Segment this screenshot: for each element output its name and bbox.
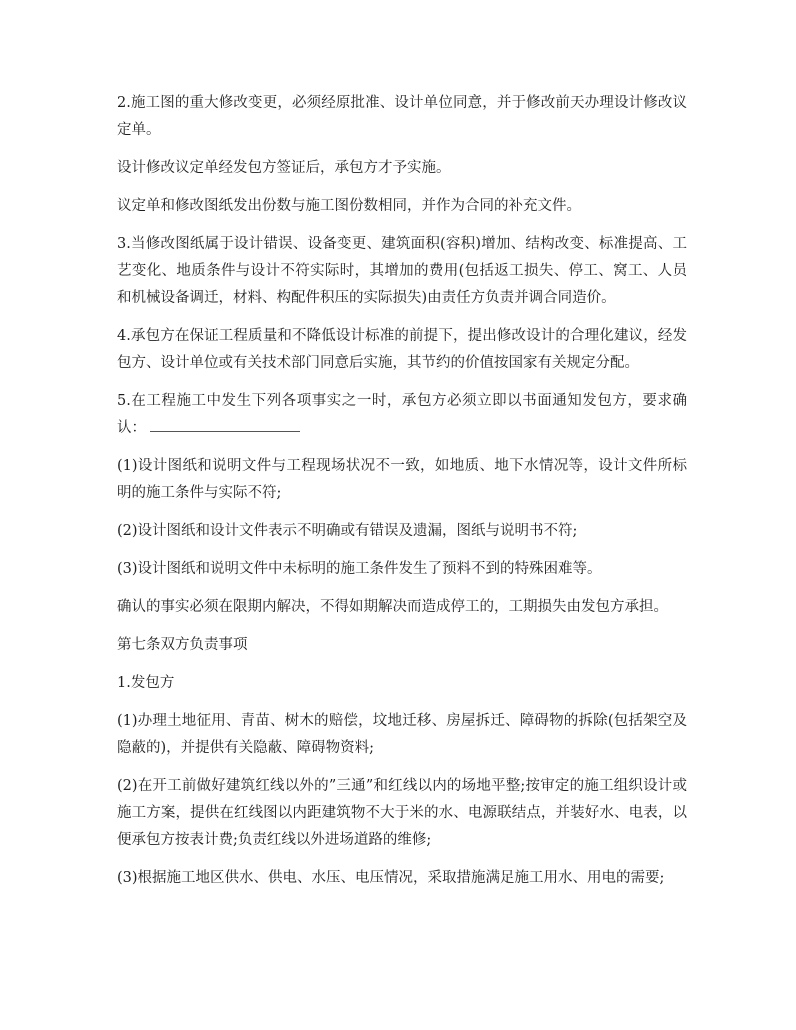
section-heading-article-7: 第七条双方负责事项: [117, 637, 248, 653]
paragraph-4-rationalization: 4.承包方在保证工程质量和不降低设计标准的前提下，提出修改设计的合理化建议，经发包方、设计单位或有关技术部门同意后实施，其节约的价值按国家有关规定分配。: [117, 328, 687, 371]
document-body: [117, 90, 687, 903]
paragraph-copies: 议定单和修改图纸发出份数与施工图份数相同，并作为合同的补充文件。: [117, 198, 581, 214]
fill-in-blank-line: [150, 417, 300, 432]
paragraph-2-design-change: 2.施工图的重大修改变更，必须经原批准、设计单位同意，并于修改前天办理设计修改议定单。: [117, 95, 687, 138]
paragraph-employer-3: (3)根据施工地区供水、供电、水压、电压情况，采取措施满足施工用水、用电的需要;: [117, 870, 665, 886]
paragraph-employer-1: (1)办理土地征用、青苗、树木的赔偿，坟地迁移、房屋拆迁、障碍物的拆除(包括架空及隐蔽的)，并提供有关隐蔽、障碍物资料;: [117, 713, 687, 756]
paragraph-5-notice: [117, 388, 687, 442]
paragraph-confirmation: 确认的事实必须在限期内解决，不得如期解决而造成停工的，工期损失由发包方承担。: [117, 599, 668, 615]
paragraph-employer-2: (2)在开工前做好建筑红线以外的”三通”和红线以内的场地平整;按审定的施工组织设计或施工方案，提供在红线图以内距建筑物不大于米的水、电源联结点，并装好水、电表，以便承包方按表计费;负责红线以外进场道路的维修;: [117, 778, 687, 848]
subheading-employer: 1.发包方: [117, 675, 175, 691]
paragraph-sign-off: 设计修改议定单经发包方签证后，承包方才予实施。: [117, 160, 451, 176]
paragraph-5-text: 5.在工程施工中发生下列各项事实之一时，承包方必须立即以书面通知发包方，要求确认：: [117, 393, 687, 436]
paragraph-item-1: (1)设计图纸和说明文件与工程现场状况不一致，如地质、地下水情况等，设计文件所标明的施工条件与实际不符;: [117, 458, 687, 501]
paragraph-item-2: (2)设计图纸和设计文件表示不明确或有错误及遗漏，图纸与说明书不符;: [117, 523, 578, 539]
paragraph-item-3: (3)设计图纸和说明文件中未标明的施工条件发生了预料不到的特殊困难等。: [117, 561, 602, 577]
paragraph-3-cost-increase: 3.当修改图纸属于设计错误、设备变更、建筑面积(容积)增加、结构改变、标准提高、工艺变化、地质条件与设计不符实际时，其增加的费用(包括返工损失、停工、窝工、人员和机械设备调迁，材料、构配件积压的实际损失)由责任方负责并调合同造价。: [117, 236, 687, 306]
